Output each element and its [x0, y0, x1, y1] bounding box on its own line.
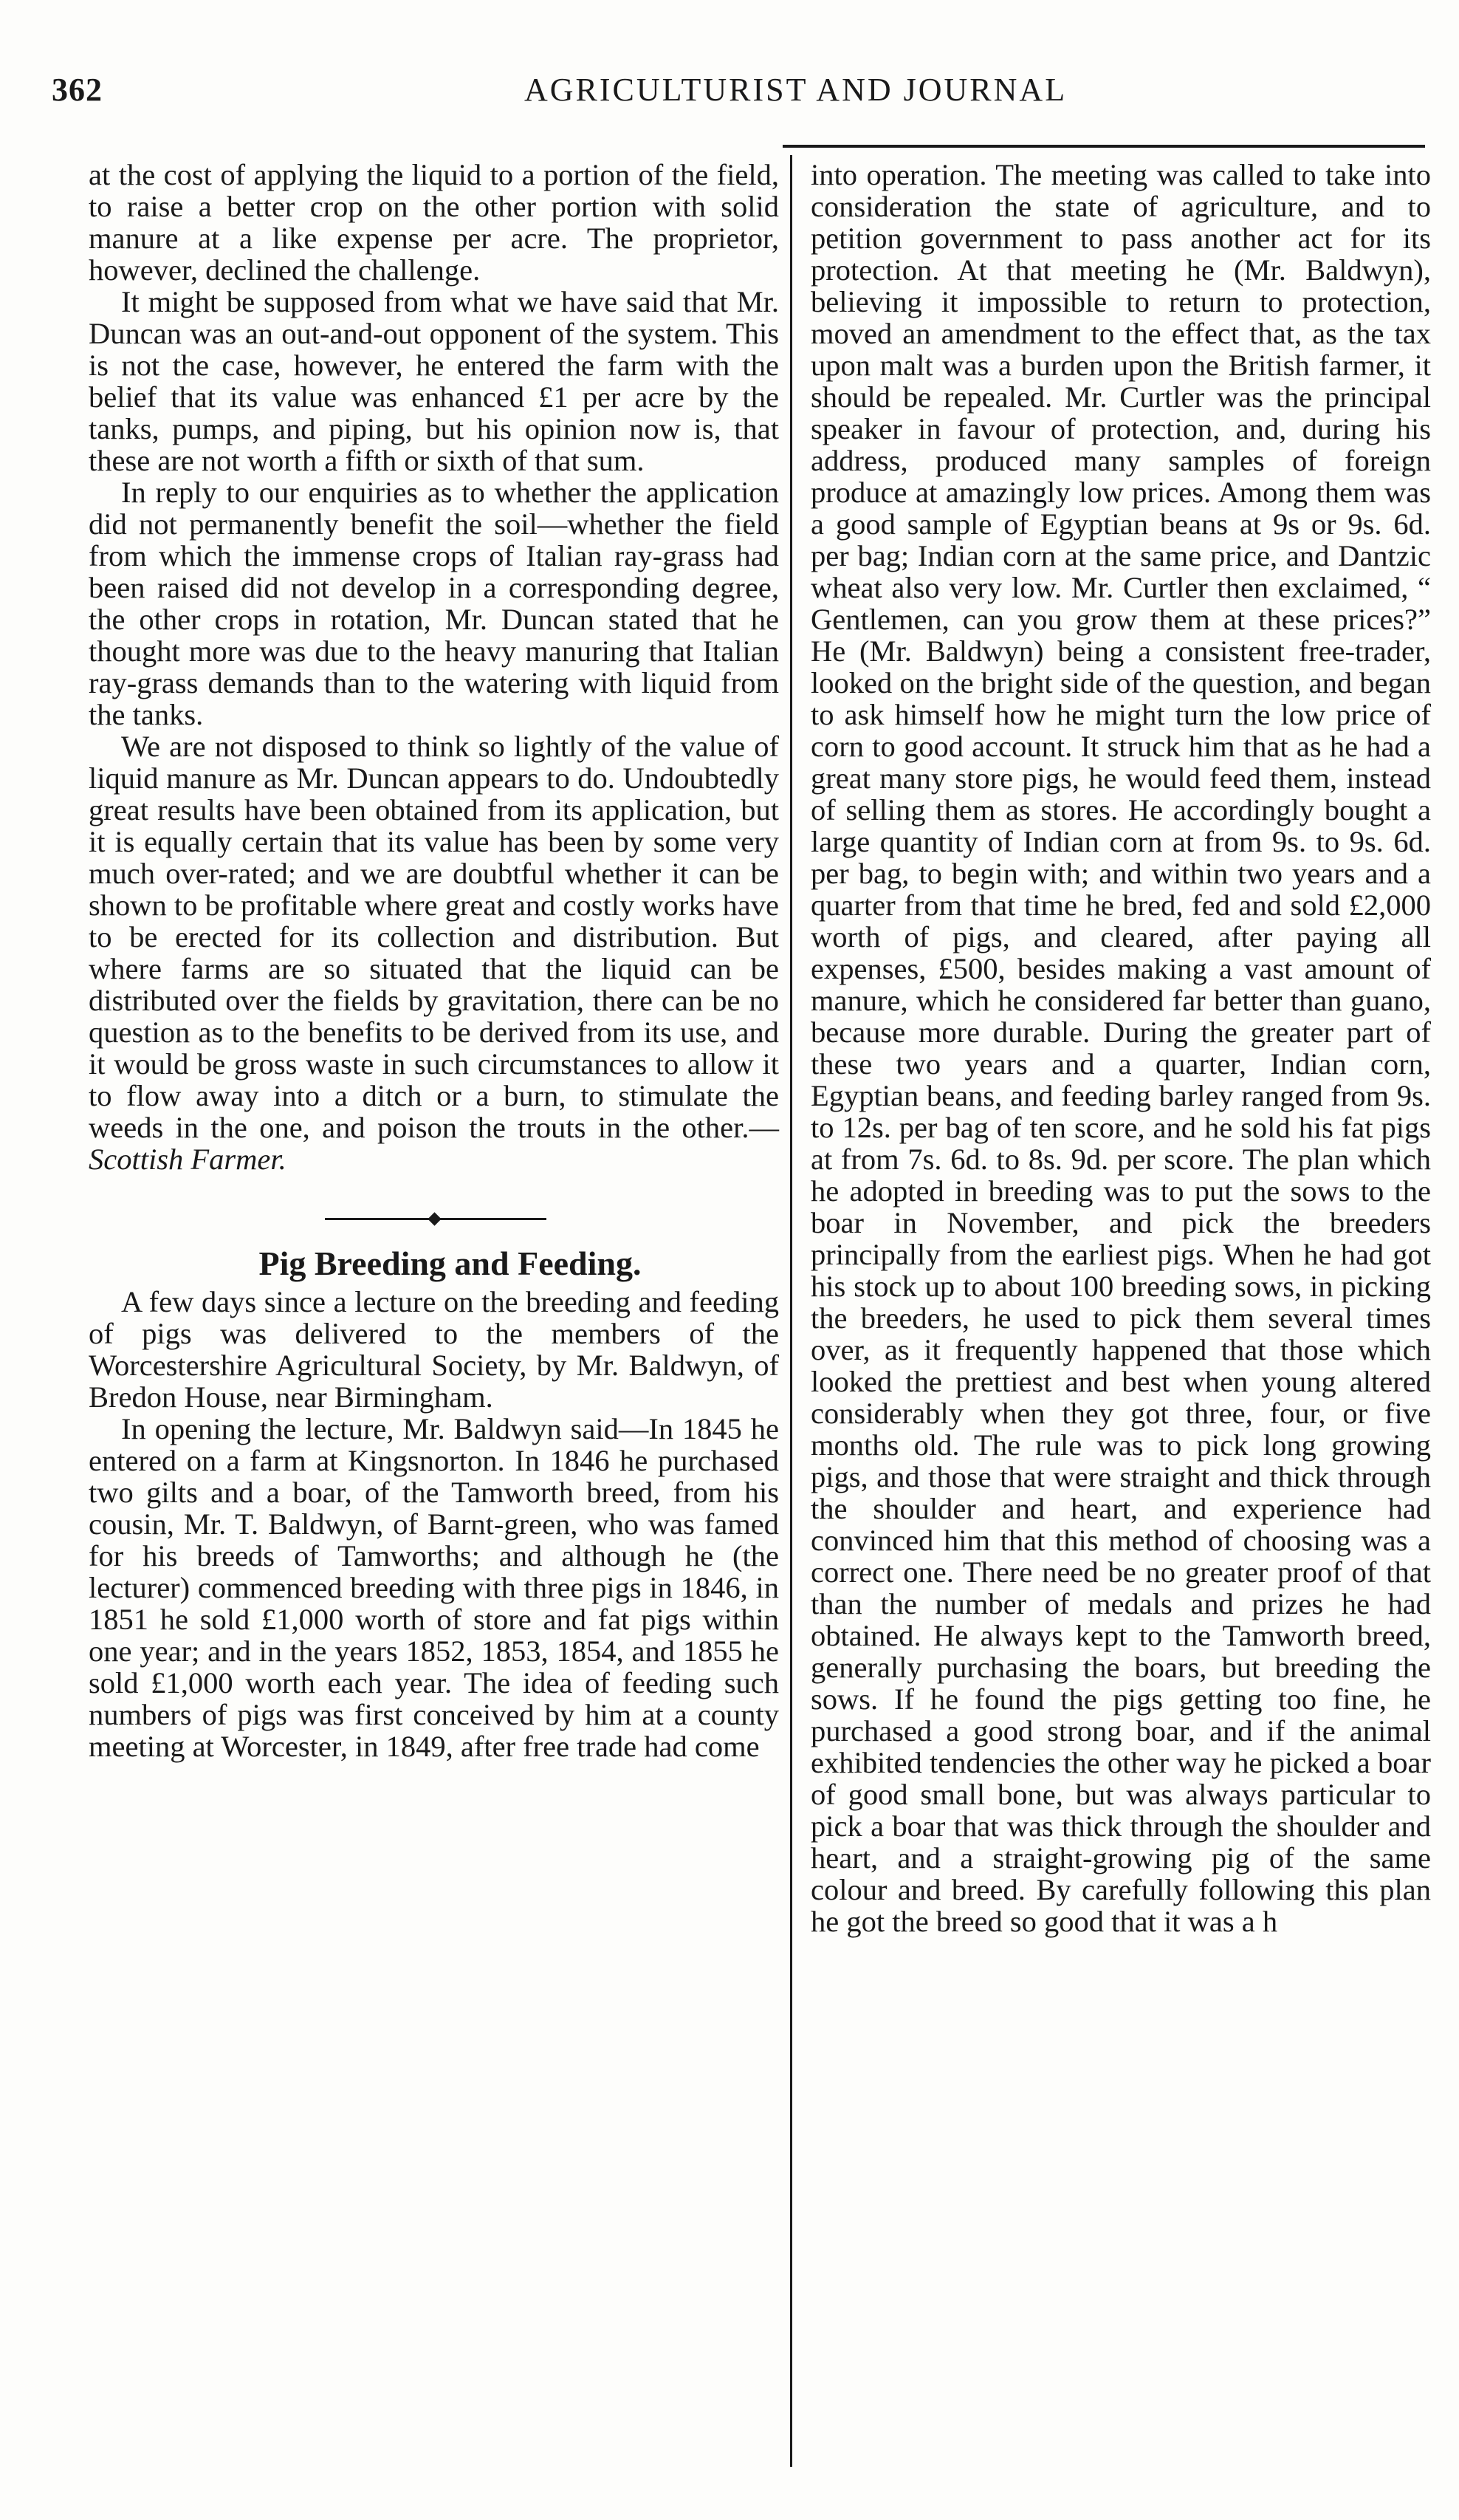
paragraph-text: We are not disposed to think so lightly of the value of liquid manure as Mr. Duncan appears to do. Undoubtedly great results have been obtained from its application, but it is equally certain that its value has been by some very much over-rated; and we are doubtful whether it can be shown to be profitable where great and costly works have to be erected for its collection and distribution. But where farms are so situated that the liquid can be distributed over the fields by gravitation, there can be no question as to the benefits to be derived from its use, and it would be gross waste in such circumstances to allow it to flow away into a ditch or a burn, to stimulate the weeds in the one, and poison the trouts in the other.—	[89, 730, 779, 1144]
paragraph: In reply to our enquiries as to whether the application did not permanently benefit the soil—whether the field from which the immense crops of Italian ray-grass had been raised did not develop in a corresponding degree, the other crops in rotation, Mr. Duncan stated that he thought more was due to the heavy manuring that Italian ray-grass demands than to the watering with liquid from the tanks.	[89, 476, 779, 731]
divider-dot	[428, 1212, 441, 1225]
source-credit: Scottish Farmer.	[89, 1143, 286, 1176]
paragraph-with-credit	[89, 730, 779, 1175]
left-column	[89, 159, 779, 1762]
page-number: 362	[52, 72, 103, 108]
paragraph: It might be supposed from what we have said that Mr. Duncan was an out-and-out opponent of the system. This is not the case, however, he entered the farm with the belief that its value was enhanced £1 per acre by the tanks, pumps, and piping, but his opinion now is, that these are not worth a fifth or sixth of that sum.	[89, 285, 779, 477]
running-head: AGRICULTURIST AND JOURNAL	[524, 72, 1068, 108]
right-column	[811, 159, 1431, 1937]
page-header	[52, 71, 1403, 115]
section-divider-ornament	[89, 1175, 779, 1242]
paragraph: A few days since a lecture on the breeding and feeding of pigs was delivered to the members of the Worcestershire Agricultural Society, by Mr. Baldwyn, of Bredon House, near Birmingham.	[89, 1285, 779, 1414]
section-title: Pig Breeding and Feeding.	[258, 1244, 642, 1282]
column-divider	[790, 155, 792, 2467]
paragraph: into operation. The meeting was called to take into consideration the state of agriculture, and to petition government to pass another act for its protection. At that meeting he (Mr. Baldwyn), believing it impossible to return to protection, moved an amendment to the effect that, as the tax upon malt was a burden upon the British farmer, it should be repealed. Mr. Curtler was the principal speaker in favour of protection, and, during his address, produced many samples of foreign produce at amazingly low prices. Among them was a good sample of Egyptian beans at 9s or 9s. 6d. per bag; Indian corn at the same price, and Dantzic wheat also very low. Mr. Curtler then exclaimed, “ Gentlemen, can you grow them at these prices?” He (Mr. Baldwyn) being a consistent free-trader, looked on the bright side of the question, and began to ask himself how he might turn the low price of corn to good account. It struck him that as he had a great many store pigs, he would feed them, instead of selling them as stores. He accordingly bought a large quantity of Indian corn at from 9s. to 9s. 6d. per bag, to begin with; and within two years and a quarter from that time he bred, fed and sold £2,000 worth of pigs, and cleared, after paying all expenses, £500, besides making a vast amount of manure, which he considered far better than guano, because more durable. During the greater part of these two years and a quarter, Indian corn, Egyptian beans, and feeding barley ranged from 9s. to 12s. per bag of ten score, and he sold his fat pigs at from 7s. 6d. to 8s. 9d. per score. The plan which he adopted in breeding was to put the sows to the boar in November, and pick the breeders principally from the earliest pigs. When he had got his stock up to about 100 breeding sows, in picking the breeders, he used to pick them several times over, as it frequently happened that those which looked the prettiest and best when young altered considerably when they got three, four, or five months old. The rule was to pick long growing pigs, and those that were straight and thick through the shoulder and heart, and experience had convinced him that this method of choosing was a correct one. There need be no greater proof of that than the number of medals and prizes he had obtained. He always kept to the Tamworth breed, generally purchasing the boars, but breeding the sows. If he found the pigs getting too fine, he purchased a good strong boar, and if the animal exhibited tendencies the other way he picked a boar of good small bone, but was always particular to pick a boar that was thick through the shoulder and heart, and a straight-growing pig of the same colour and breed. By carefully following this plan he got the breed so good that it was a h	[811, 158, 1431, 1938]
paragraph: In opening the lecture, Mr. Baldwyn said—In 1845 he entered on a farm at Kingsnorton. In 1846 he purchased two gilts and a boar, of the Tamworth breed, from his cousin, Mr. T. Baldwyn, of Barnt-green, who was famed for his breeds of Tamworths; and although he (the lecturer) commenced breeding with three pigs in 1846, in 1851 he sold £1,000 worth of store and fat pigs within one year; and in the years 1852, 1853, 1854, and 1855 he sold £1,000 worth each year. The idea of feeding such numbers of pigs was first conceived by him at a county meeting at Worcester, in 1849, after free trade had come	[89, 1412, 779, 1763]
header-rule	[783, 145, 1425, 148]
paragraph: at the cost of applying the liquid to a portion of the field, to raise a better crop on the other portion with solid manure at a like expense per acre. The proprietor, however, declined the challenge.	[89, 158, 779, 287]
